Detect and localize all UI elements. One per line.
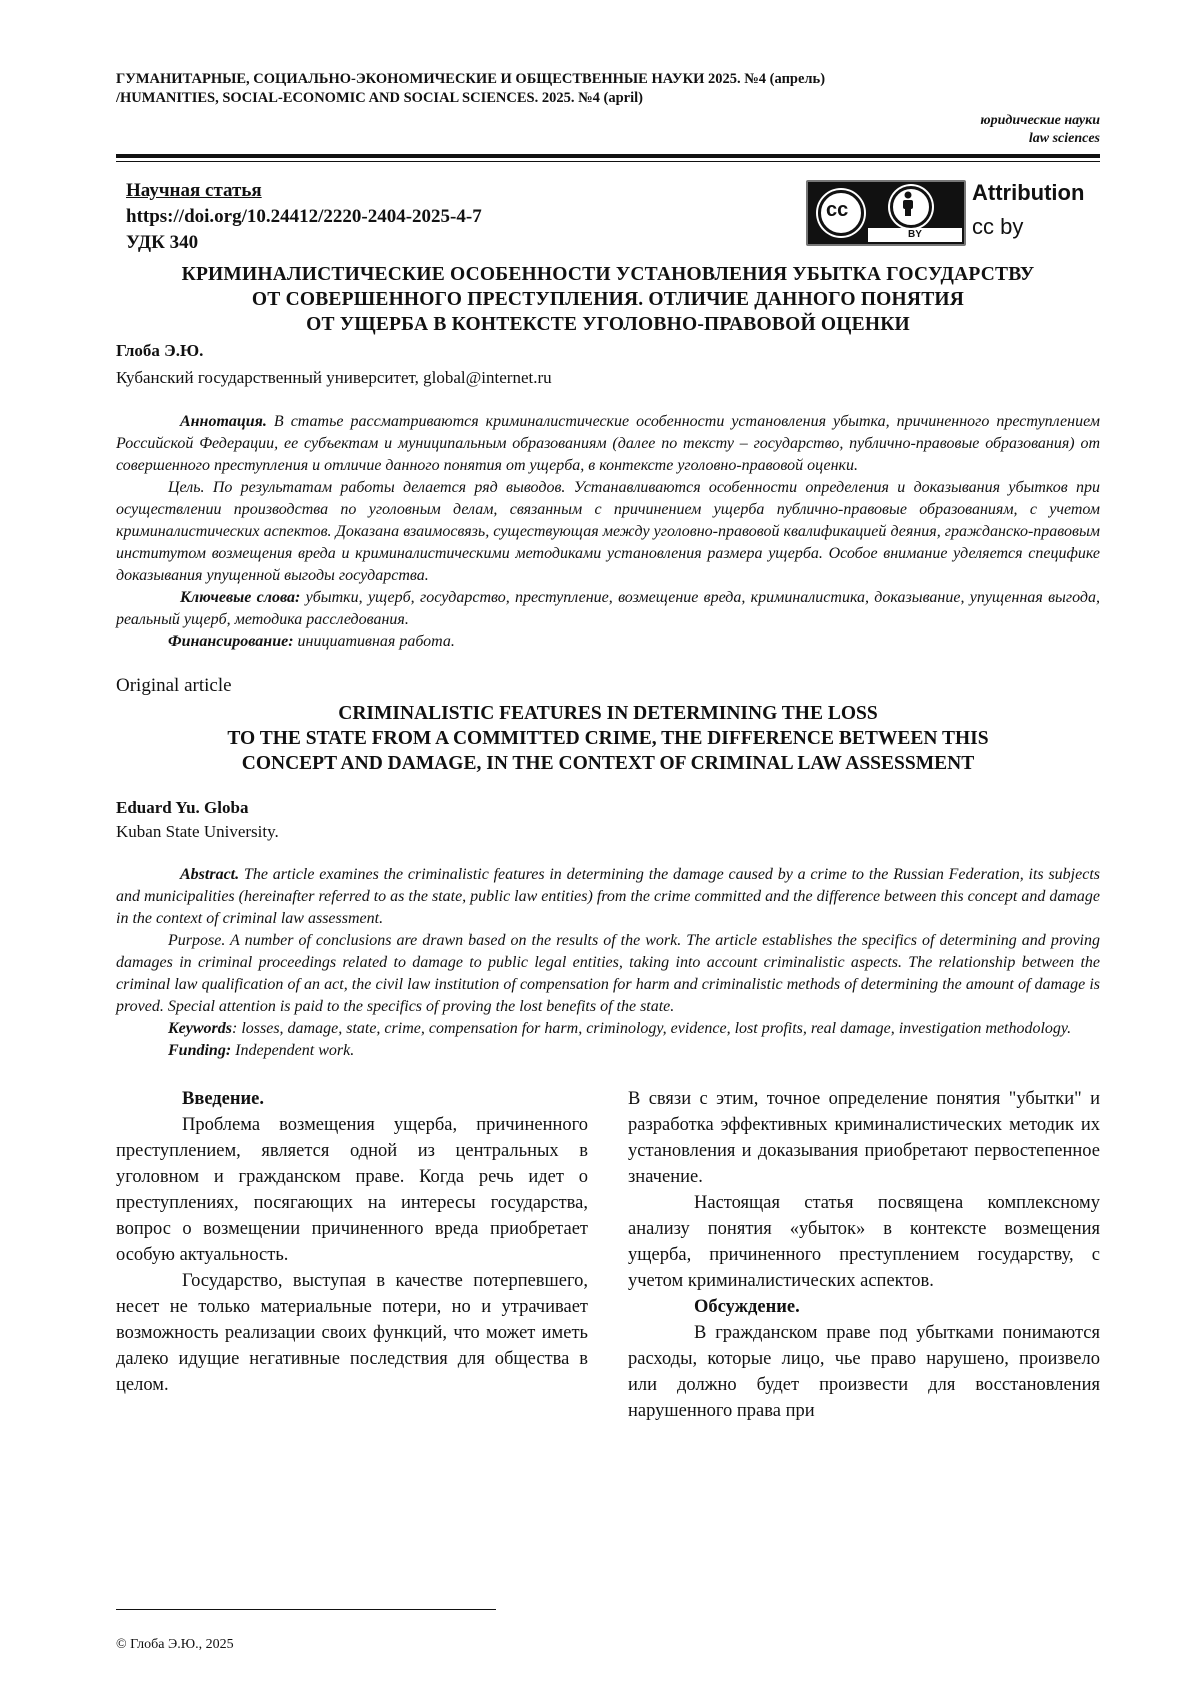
header-rule-thin bbox=[116, 161, 1100, 162]
en-keywords-text: : losses, damage, state, crime, compensation for harm, criminology, evidence, lost profits, real damage, investigation methodology. bbox=[232, 1020, 1072, 1037]
article-page bbox=[116, 70, 1100, 1424]
body-paragraph: Настоящая статья посвящена комплексному анализу понятия «убыток» в контексте возмещения ущерба, причиненного преступлением государству, с учетом криминалистических аспектов. bbox=[628, 1193, 1100, 1291]
ru-annotation bbox=[116, 411, 1100, 653]
right-column bbox=[628, 1086, 1100, 1424]
ru-affiliation: Кубанский государственный университет, global@internet.ru bbox=[116, 368, 552, 387]
body-columns bbox=[116, 1086, 1100, 1424]
funding-label: Финансирование: bbox=[168, 633, 294, 650]
cc-logo-box bbox=[806, 180, 966, 246]
en-title bbox=[116, 701, 1100, 776]
intro-paragraph: Государство, выступая в качестве потерпевшего, несет не только материальные потери, но и утрачивает возможность реализации своих функций, что может иметь далеко идущие негативные последствия для общества в целом. bbox=[116, 1271, 588, 1395]
ru-author: Глоба Э.Ю. bbox=[116, 341, 204, 360]
ru-purpose: Цель. По результатам работы делается ряд выводов. Устанавливаются особенности определения и доказывания убытков при осуществлении производства по уголовным делам, связанным с причинением ущерба публично-правовые образованиям, с учетом криминалистических аспектов. Доказана взаимосвязь, существующая между уголовно-правовой квалификацией деяния, гражданско-правовым институтом возмещения вреда и криминалистическими методиками установления размера ущерба. Особое внимание уделяется специфике доказывания упущенной выгоды государства. bbox=[116, 479, 1100, 584]
ru-title-line: КРИМИНАЛИСТИЧЕСКИЕ ОСОБЕННОСТИ УСТАНОВЛЕНИЯ УБЫТКА ГОСУДАРСТВУ bbox=[181, 264, 1035, 285]
abstract-text: The article examines the criminalistic features in determining the damage caused by a crime to the Russian Federation, its subjects and municipalities (hereinafter referred to as the state, public law entities) from the crime committed and the difference between this concept and damage in the context of criminal law assessment. bbox=[116, 866, 1100, 927]
left-column bbox=[116, 1086, 588, 1424]
en-affiliation: Kuban State University. bbox=[116, 822, 279, 841]
ru-title bbox=[116, 262, 1100, 337]
annotation-label: Аннотация. bbox=[180, 413, 267, 430]
journal-title-en: /HUMANITIES, SOCIAL-ECONOMIC AND SOCIAL SCIENCES. 2025. №4 (april) bbox=[116, 90, 643, 106]
cc-icon bbox=[818, 190, 864, 236]
en-funding-label: Funding: bbox=[168, 1042, 232, 1059]
body-paragraph: В гражданском праве под убытками понимаются расходы, которые лицо, чье право нарушено, произвело или должно будет произвести для восстановления нарушенного права при bbox=[628, 1323, 1100, 1421]
en-author: Eduard Yu. Globa bbox=[116, 798, 249, 817]
journal-header bbox=[116, 70, 1100, 108]
article-type: Научная статья bbox=[126, 180, 262, 201]
ru-title-line: ОТ УЩЕРБА В КОНТЕКСТЕ УГОЛОВНО-ПРАВОВОЙ ОЦЕНКИ bbox=[306, 314, 910, 335]
cc-mark: cc bbox=[826, 199, 849, 221]
copyright: © Глоба Э.Ю., 2025 bbox=[116, 1637, 234, 1652]
intro-heading: Введение. bbox=[182, 1089, 265, 1109]
en-funding-text: Independent work. bbox=[231, 1042, 355, 1059]
en-title-line: CRIMINALISTIC FEATURES IN DETERMINING THE LOSS bbox=[338, 703, 878, 724]
section-tag bbox=[116, 112, 1100, 148]
keywords-label: Ключевые слова: bbox=[180, 589, 301, 606]
en-keywords-label: Keywords bbox=[168, 1020, 232, 1037]
original-article-label: Original article bbox=[116, 675, 232, 696]
person-icon bbox=[890, 186, 932, 228]
en-abstract bbox=[116, 864, 1100, 1062]
funding-text: инициативная работа. bbox=[293, 633, 455, 650]
footnote-rule bbox=[116, 1609, 496, 1610]
by-label: BY bbox=[868, 228, 962, 242]
en-title-line: TO THE STATE FROM A COMMITTED CRIME, THE DIFFERENCE BETWEEN THIS bbox=[227, 728, 989, 749]
journal-title-ru: ГУМАНИТАРНЫЕ, СОЦИАЛЬНО-ЭКОНОМИЧЕСКИЕ И ОБЩЕСТВЕННЫЕ НАУКИ 2025. №4 (апрель) bbox=[116, 71, 826, 87]
article-meta bbox=[116, 178, 1100, 258]
intro-paragraph: Проблема возмещения ущерба, причиненного преступлением, является одной из центральных в уголовном и гражданском праве. Когда речь идет о преступлениях, посягающих на интересы государства, вопрос о возмещении причиненного вреда приобретает особую актуальность. bbox=[116, 1115, 588, 1265]
cc-by-license-badge[interactable] bbox=[806, 180, 1102, 246]
udk: УДК 340 bbox=[126, 232, 199, 253]
header-rule-thick bbox=[116, 154, 1100, 158]
body-paragraph: В связи с этим, точное определение понятия "убытки" и разработка эффективных криминалистических методик их установления и доказывания приобретают первостепенное значение. bbox=[628, 1089, 1100, 1187]
keywords-text: убытки, ущерб, государство, преступление, возмещение вреда, криминалистика, доказывание, упущенная выгода, реальный ущерб, методика расследования. bbox=[116, 589, 1101, 628]
discussion-heading: Обсуждение. bbox=[694, 1297, 800, 1317]
section-ru: юридические науки bbox=[980, 113, 1100, 128]
en-purpose: Purpose. A number of conclusions are drawn based on the results of the work. The article establishes the specifics of determining and proving damages in criminal proceedings related to damage to public legal entities, taking into account criminalistic aspects. The relationship between the criminal law qualification of an act, the civil law institution of compensation for harm and criminalistic methods of determining the amount of damage is proved. Special attention is paid to the specifics of proving the lost benefits of the state. bbox=[116, 932, 1100, 1015]
doi-link[interactable]: https://doi.org/10.24412/2220-2404-2025-4-7 bbox=[126, 206, 482, 227]
ru-title-line: ОТ СОВЕРШЕННОГО ПРЕСТУПЛЕНИЯ. ОТЛИЧИЕ ДАННОГО ПОНЯТИЯ bbox=[251, 289, 965, 310]
cc-by-label: cc by bbox=[972, 214, 1024, 239]
en-title-line: CONCEPT AND DAMAGE, IN THE CONTEXT OF CRIMINAL LAW ASSESSMENT bbox=[241, 753, 975, 774]
abstract-label: Abstract. bbox=[180, 866, 240, 883]
attribution-label: Attribution bbox=[972, 180, 1085, 205]
annotation-text: В статье рассматриваются криминалистические особенности установления убытка, причиненного преступлением Российской Федерации, ее субъектам и муниципальным образованиям (далее по тексту – государство, публично-правовые образования) от совершенного преступления и отличие данного понятия от ущерба, в контексте уголовно-правовой оценки. bbox=[116, 413, 1100, 474]
section-en: law sciences bbox=[1028, 131, 1100, 146]
